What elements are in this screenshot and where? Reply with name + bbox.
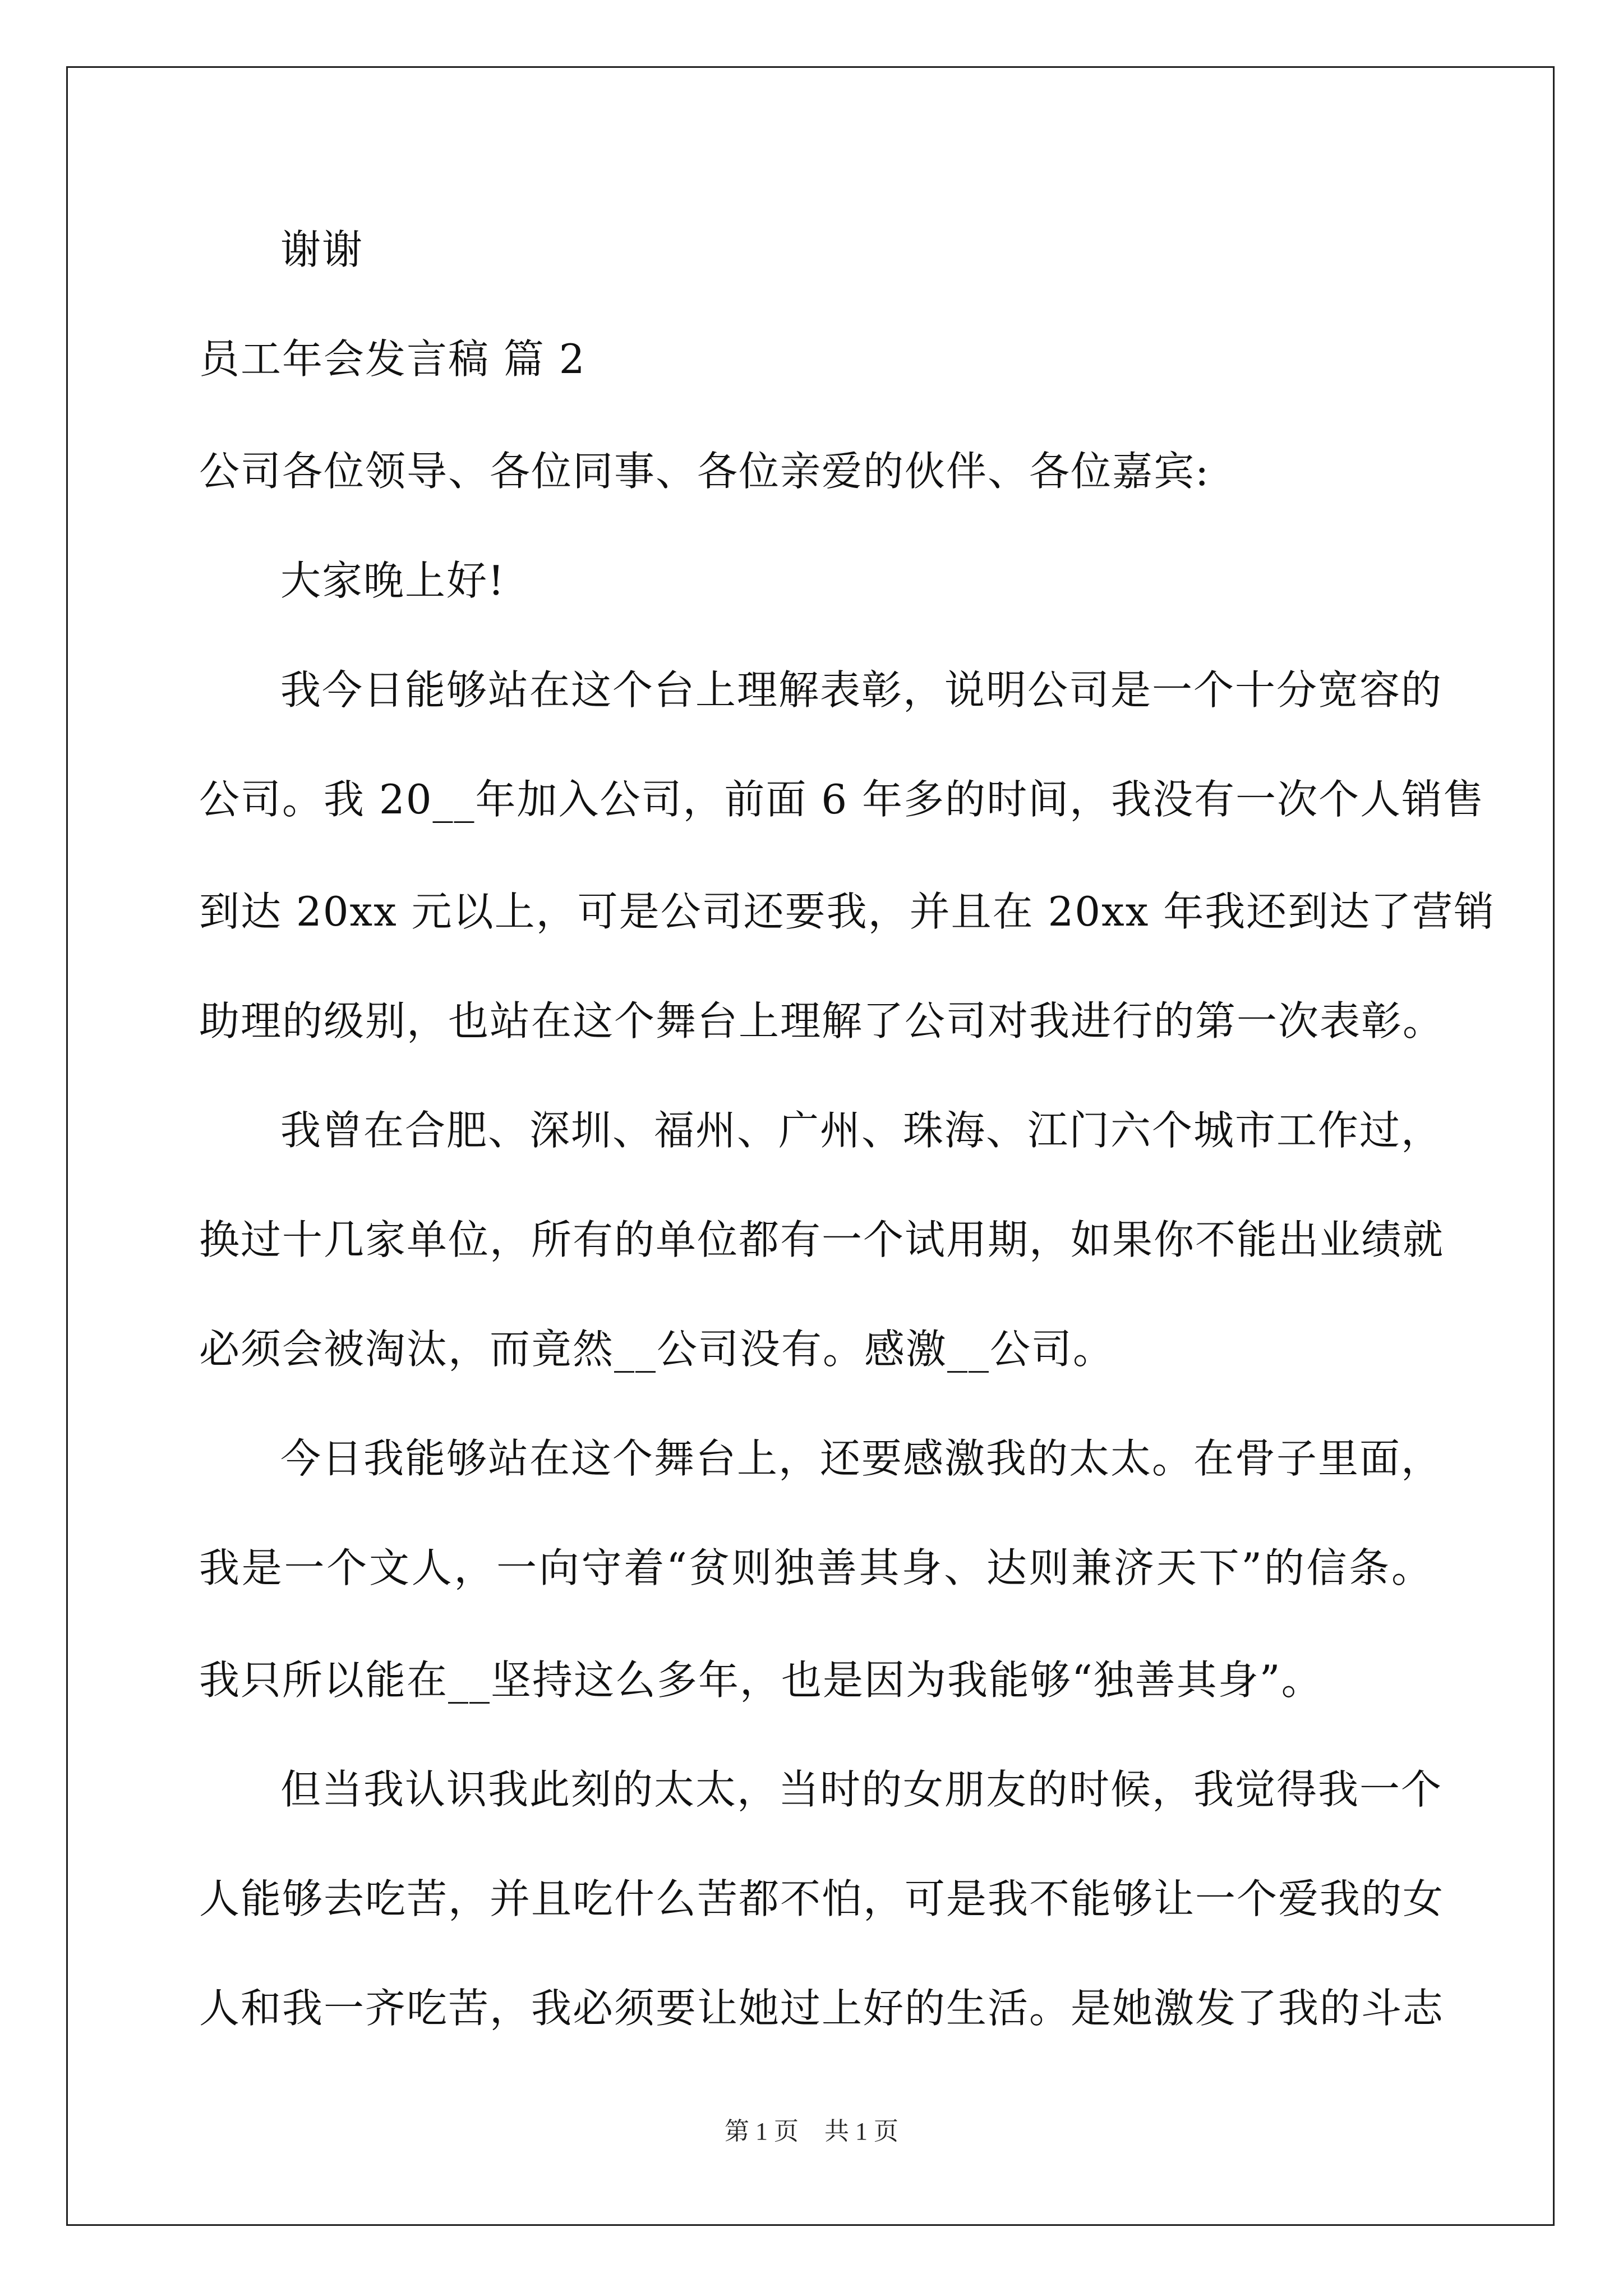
paragraph-line: 今日我能够站在这个舞台上，还要感激我的太太。在骨子里面，: [280, 1435, 1443, 1482]
paragraph-line: 换过十几家单位，所有的单位都有一个试用期，如果你不能出业绩就: [199, 1216, 1445, 1263]
paragraph-line: 人能够去吃苦，并且吃什么苦都不怕，可是我不能够让一个爱我的女: [199, 1875, 1445, 1922]
page-footer: [0, 2115, 1623, 2148]
paragraph-line: 助理的级别，也站在这个舞台上理解了公司对我进行的第一次表彰。: [199, 997, 1445, 1045]
salutation: 公司各位领导、各位同事、各位亲爱的伙伴、各位嘉宾:: [199, 448, 1210, 495]
section-heading: 员工年会发言稿 篇 2: [199, 335, 586, 383]
paragraph-line: 我曾在合肥、深圳、福州、广州、珠海、江门六个城市工作过，: [280, 1107, 1443, 1154]
paragraph-line: 人和我一齐吃苦，我必须要让她过上好的生活。是她激发了我的斗志: [199, 1985, 1445, 2032]
page-total: 共 1 页: [824, 2118, 898, 2145]
paragraph-line: 我是一个文人，一向守着“贫则独善其身、达则兼济天下”的信条。: [199, 1544, 1433, 1591]
paragraph-line: 我今日能够站在这个台上理解表彰，说明公司是一个十分宽容的: [280, 666, 1443, 714]
closing-thanks: 谢谢: [280, 226, 364, 273]
paragraph-line: 到达 20xx 元以上，可是公司还要我，并且在 20xx 年我还到达了营销: [199, 888, 1496, 935]
paragraph-line: 我只所以能在__坚持这么多年，也是因为我能够“独善其身”。: [199, 1657, 1323, 1704]
greeting: 大家晚上好!: [280, 557, 505, 604]
page-number: 第 1 页: [725, 2118, 799, 2145]
paragraph-line: 公司。我 20__年加入公司，前面 6 年多的时间，我没有一次个人销售: [199, 776, 1485, 823]
paragraph-line: 必须会被淘汰，而竟然__公司没有。感激__公司。: [199, 1326, 1115, 1373]
paragraph-line: 但当我认识我此刻的太太，当时的女朋友的时候，我觉得我一个: [280, 1766, 1443, 1813]
